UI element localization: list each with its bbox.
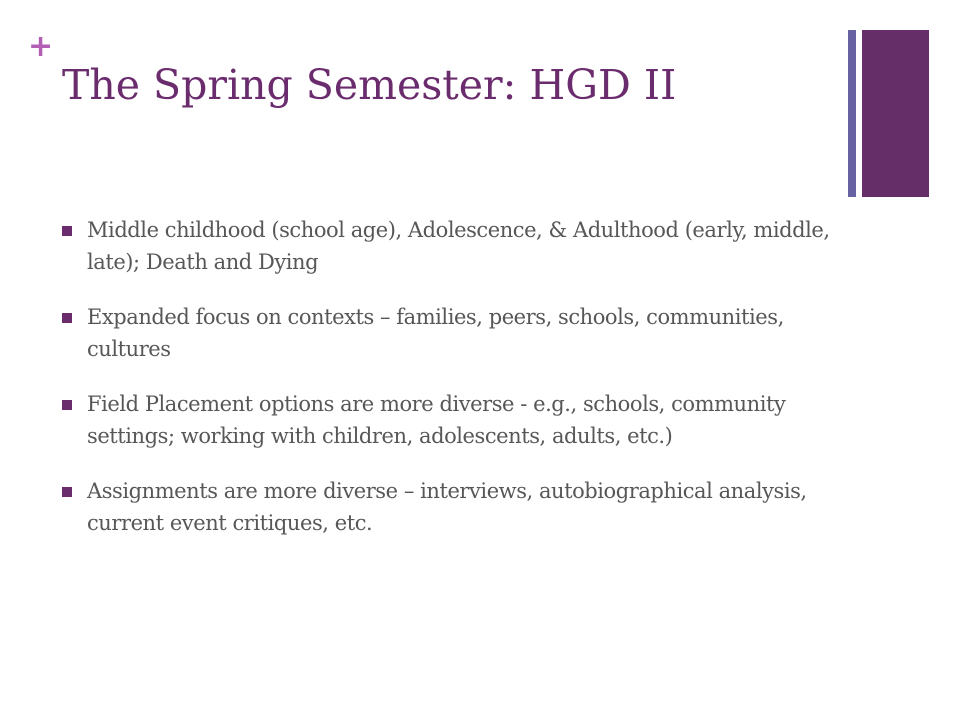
bullet-text: Middle childhood (school age), Adolescence, & Adulthood (early, middle, late); Death and Dying (87, 218, 830, 274)
bullet-item (62, 475, 852, 539)
plus-icon: + (28, 29, 54, 64)
square-bullet-icon (62, 400, 72, 410)
bullet-item (62, 301, 852, 365)
square-bullet-icon (62, 487, 72, 497)
bullet-text: Expanded focus on contexts – families, peers, schools, communities, cultures (87, 305, 784, 361)
accent-bar-thick (862, 30, 929, 197)
slide-title: The Spring Semester: HGD II (62, 61, 677, 109)
bullet-text: Field Placement options are more diverse - e.g., schools, community settings; working with children, adolescents, adults, etc.) (87, 392, 786, 448)
bullet-text: Assignments are more diverse – interviews, autobiographical analysis, current event critiques, etc. (87, 479, 807, 535)
square-bullet-icon (62, 226, 72, 236)
square-bullet-icon (62, 313, 72, 323)
bullet-item (62, 214, 852, 278)
accent-bar-thin (848, 30, 856, 197)
bullet-item (62, 388, 852, 452)
bullet-list (62, 214, 852, 562)
